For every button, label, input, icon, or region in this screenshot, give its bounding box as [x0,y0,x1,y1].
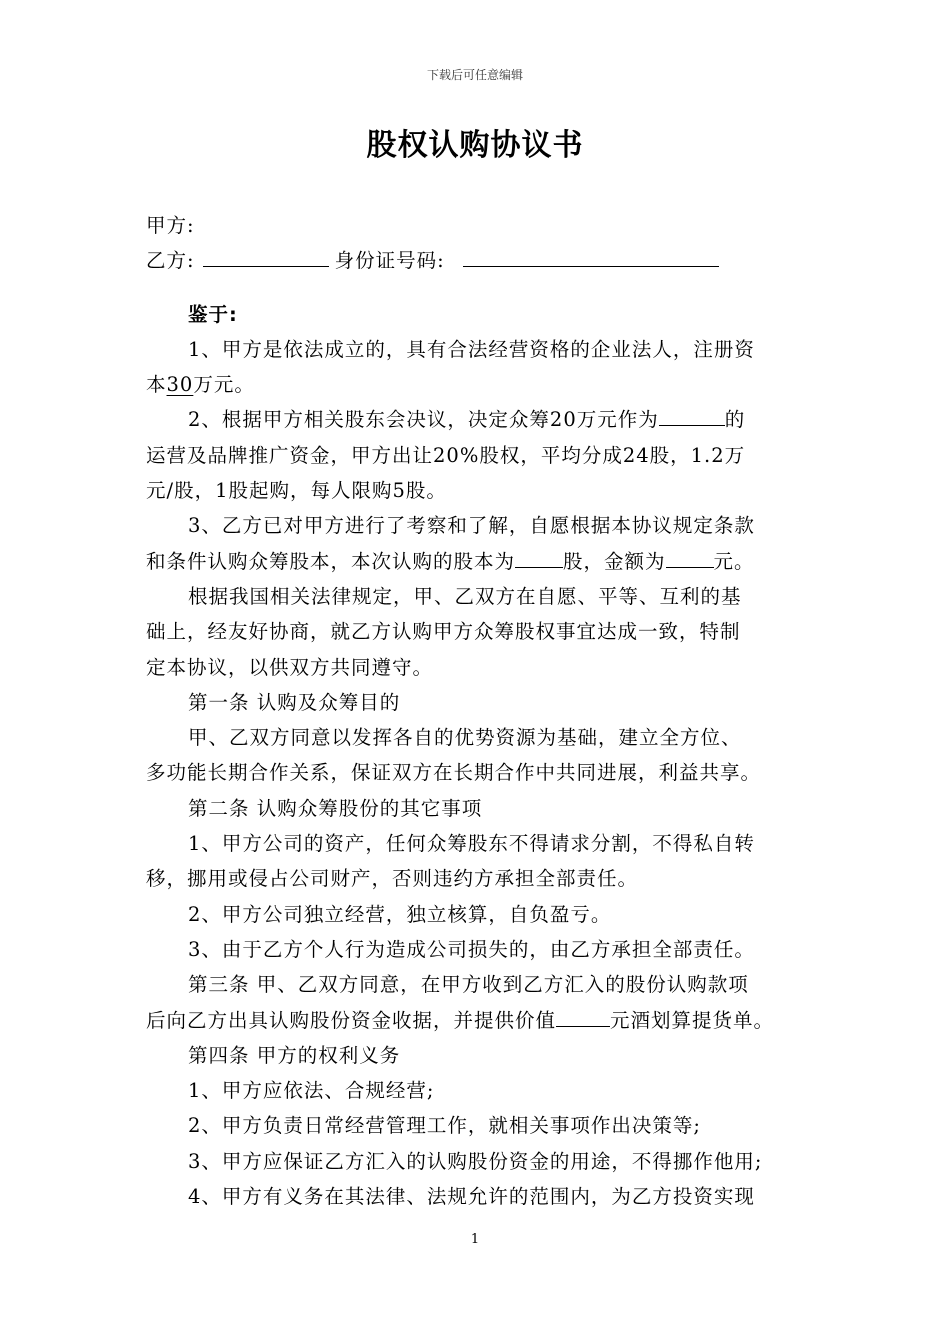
text: 2、根据甲方相关股东会决议，决定众筹20万元作为 [188,408,659,432]
text: 和条件认购众筹股本，本次认购的股本为 [146,549,516,573]
text: 元。 [713,549,755,573]
shares-blank [515,549,563,568]
amount-blank [666,549,714,568]
preamble-line-3: 定本协议，以供双方共同遵守。 [146,655,434,679]
article-4-title: 第四条 甲方的权利义务 [188,1043,401,1067]
registered-capital-value: 30 [166,373,194,397]
party-a-line [146,208,816,243]
recital-1-line-1: 1、甲方是依法成立的，具有合法经营资格的企业法人，注册资 [188,337,755,361]
page-number: 1 [470,1232,480,1247]
recital-3-line-2 [146,544,816,579]
text: 元酒划算提货单。 [610,1008,775,1032]
article-2-item-2: 2、甲方公司独立经营，独立核算，自负盈亏。 [188,902,612,926]
text: 股，金额为 [563,549,666,573]
id-number-blank [463,248,719,267]
party-b-line [146,243,816,278]
article-1-line-1: 甲、乙双方同意以发挥各自的优势资源为基础，建立全方位、 [188,726,742,750]
party-b-label: 乙方: [146,249,195,273]
article-4-item-3: 3、甲方应保证乙方汇入的认购股份资金的用途，不得挪作他用; [188,1149,763,1173]
recital-3-line-1: 3、乙方已对甲方进行了考察和了解，自愿根据本协议规定条款 [188,514,755,538]
header-note: 下载后可任意编辑 [426,68,523,82]
party-b-name-blank [203,248,329,267]
value-blank [556,1008,610,1027]
article-2-title: 第二条 认购众筹股份的其它事项 [188,796,483,820]
document-title: 股权认购协议书 [366,128,584,163]
article-1-title: 第一条 认购及众筹目的 [188,690,401,714]
recital-2-line-3: 元/股，1股起购，每人限购5股。 [146,479,447,503]
purpose-blank [659,407,725,426]
whereas-heading: 鉴于: [188,302,238,326]
preamble-line-1: 根据我国相关法律规定，甲、乙双方在自愿、平等、互利的基 [188,584,742,608]
preamble-line-2: 础上，经友好协商，就乙方认购甲方众筹股权事宜达成一致，特制 [146,620,741,644]
recital-2-line-1 [146,402,816,437]
article-4-item-2: 2、甲方负责日常经营管理工作，就相关事项作出决策等; [188,1114,701,1138]
text: 万元。 [193,373,255,397]
article-2-item-3: 3、由于乙方个人行为造成公司损失的，由乙方承担全部责任。 [188,937,755,961]
text: 本 [146,373,167,397]
id-number-label: 身份证号码: [334,249,445,273]
article-3-line-1: 第三条 甲、乙双方同意，在甲方收到乙方汇入的股份认购款项 [188,973,749,997]
article-3-line-2 [146,1003,816,1038]
text: 的 [724,408,746,432]
article-2-item-1-line-1: 1、甲方公司的资产，任何众筹股东不得请求分割，不得私自转 [188,832,755,856]
document-body [146,208,816,1214]
article-2-item-1-line-2: 移，挪用或侵占公司财产，否则违约方承担全部责任。 [146,867,639,891]
article-4-item-4: 4、甲方有义务在其法律、法规允许的范围内，为乙方投资实现 [188,1185,755,1209]
recital-1-line-2 [146,367,816,402]
article-1-line-2: 多功能长期合作关系，保证双方在长期合作中共同进展，利益共享。 [146,761,762,785]
article-4-item-1: 1、甲方应依法、合规经营; [188,1079,435,1103]
recital-2-line-2: 运营及品牌推广资金，甲方出让20%股权，平均分成24股，1.2万 [146,443,746,467]
text: 后向乙方出具认购股份资金收据，并提供价值 [146,1008,557,1032]
party-a-label: 甲方: [146,214,195,237]
